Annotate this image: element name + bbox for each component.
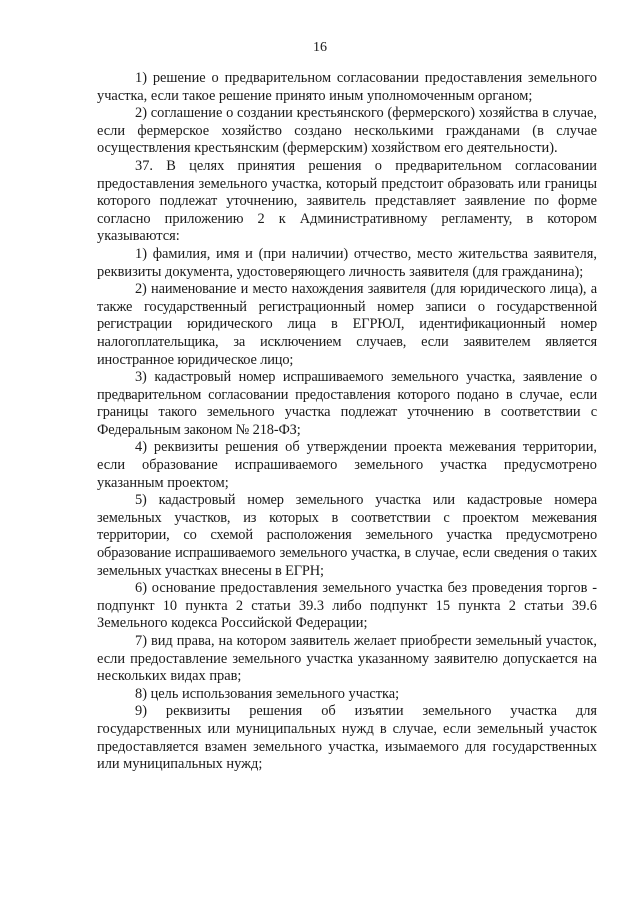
paragraph-item-7-right-type: 7) вид права, на котором заявитель желает приобрести земельный участок, если предоставление земельного участка указанному заявителю допускается на нескольких видах прав; — [97, 633, 597, 685]
paragraph-item-1-decision: 1) решение о предварительном согласовании предоставления земельного участка, если такое решение принято иным уполномоченным органом; — [97, 70, 597, 104]
paragraph-item-5-land-plots: 5) кадастровый номер земельного участка или кадастровые номера земельных участков, из которых в соответствии с проектом межевания территории, со схемой расположения земельного участка предусмотрено образование испрашиваемого земельного участка, в случае, если сведения о таких земельных участках внесены в ЕГРН; — [97, 492, 597, 579]
paragraph-item-2-legal-entity: 2) наименование и место нахождения заявителя (для юридического лица), а также государственный регистрационный номер записи о государственной регистрации юридического лица в ЕГРЮЛ, идентификационный номер налогоплательщика, за исключением случаев, если заявителем является иностранное юридическое лицо; — [97, 281, 597, 368]
paragraph-clause-37: 37. В целях принятия решения о предварительном согласовании предоставления земельного участка, который предстоит образовать или границы которого подлежат уточнению, заявитель представляет заявление по форме согласно приложению 2 к Административному регламенту, в котором указываются: — [97, 157, 597, 245]
page-number: 16 — [313, 40, 327, 55]
paragraph-item-2-farm-agreement: 2) соглашение о создании крестьянского (фермерского) хозяйства в случае, если фермерское хозяйство создано несколькими гражданами (в случае осуществления крестьянским (фермерским) хозяйством его деятельности). — [97, 105, 597, 157]
paragraph-item-3-cadastral-number: 3) кадастровый номер испрашиваемого земельного участка, заявление о предварительном согласовании предоставления которого подано в случае, если границы такого земельного участка подлежат уточнению в соответствии с Федеральным законом № 218-ФЗ; — [97, 369, 597, 438]
paragraph-item-4-survey-project: 4) реквизиты решения об утверждении проекта межевания территории, если образование испрашиваемого земельного участка предусмотрено указанным проектом; — [97, 439, 597, 491]
paragraph-item-9-seizure: 9) реквизиты решения об изъятии земельного участка для государственных или муниципальных нужд в случае, если земельный участок предоставляется взамен земельного участка, изымаемого для государственных или муниципальных нужд; — [97, 703, 597, 773]
document-body — [97, 70, 597, 774]
paragraph-item-8-purpose: 8) цель использования земельного участка; — [135, 685, 400, 702]
paragraph-item-1-applicant-name: 1) фамилия, имя и (при наличии) отчество, место жительства заявителя, реквизиты документа, удостоверяющего личность заявителя (для гражданина); — [97, 245, 597, 280]
paragraph-item-6-grounds: 6) основание предоставления земельного участка без проведения торгов - подпункт 10 пункта 2 статьи 39.3 либо подпункт 15 пункта 2 статьи 39.6 Земельного кодекса Российской Федерации; — [97, 580, 597, 632]
